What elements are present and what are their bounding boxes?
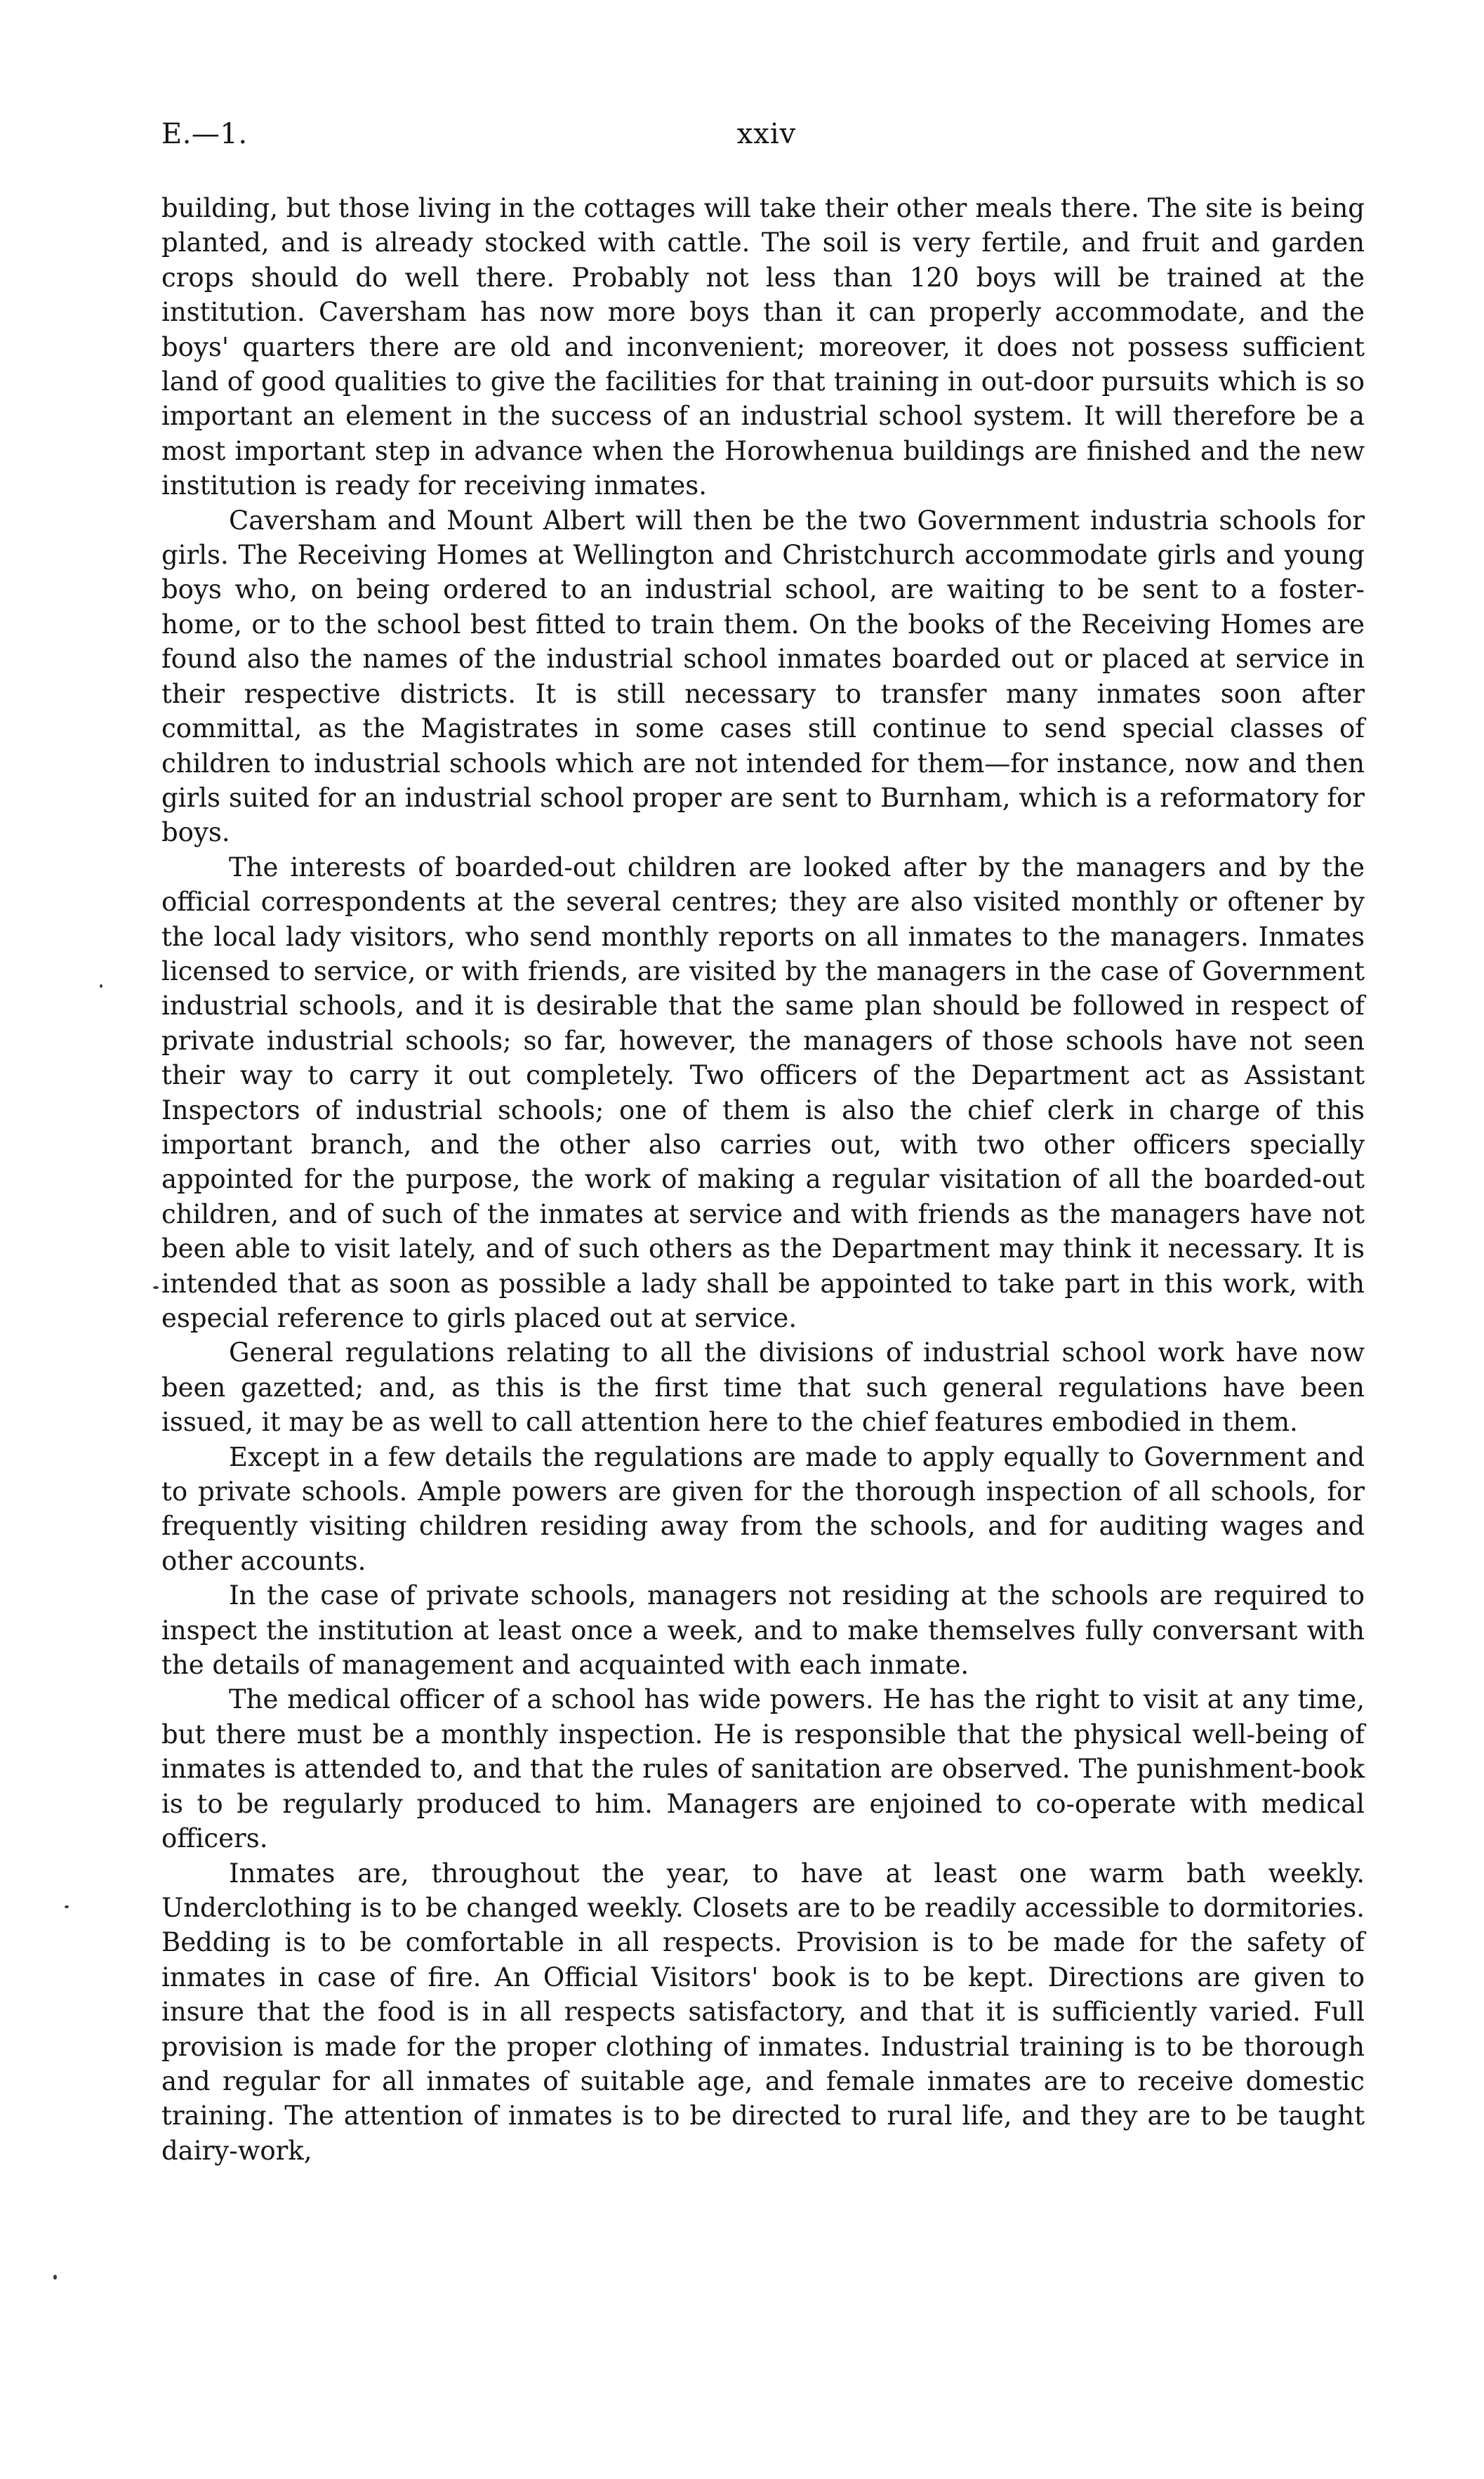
paragraph-inmate-care: Inmates are, throughout the year, to have at least one warm bath weekly. Underclothing is to be changed weekly. Closets are to be readily accessible to dormitories. Bedding is to be comfortable in all respects. Provision is to be made for the safety of inmates in case of fire. An Official Visitors' book is to be kept. Directions are given to insure that the food is in all respects satisfactory, and that it is sufficiently varied. Full provision is made for the proper clothing of inmates. Industrial training is to be thorough and regular for all inmates of suitable age, and female inmates are to receive domestic training. The attention of inmates is to be directed to rural life, and they are to be taught dairy-work, <box>161 1858 1365 2166</box>
paragraph-girls-schools: Caversham and Mount Albert will then be the two Government industria schools for girls. The Receiving Homes at Wellington and Christchurch accommodate girls and young boys who, on being ordered to an industrial school, are waiting to be sent to a foster-home, or to the school best fitted to train them. On the books of the Receiving Homes are found also the names of the industrial school inmates boarded out or placed at service in their respective districts. It is still necessary to transfer many inmates soon after committal, as the Magistrates in some cases still continue to send special classes of children to industrial schools which are not intended for them—for instance, now and then girls suited for an industrial school proper are sent to Burnham, which is a reformatory for boys. <box>161 505 1365 848</box>
page-number: xxiv <box>736 118 797 150</box>
document-reference: E.—1. <box>161 118 248 150</box>
paragraph-boarded-out-children: The interests of boarded-out children are looked after by the managers and by the official correspondents at the several centres; they are also visited monthly or oftener by the local lady visitors, who send monthly reports on all inmates to the managers. Inmates licensed to service, or with friends, are visited by the managers in the case of Government industrial schools, and it is desirable that the same plan should be followed in respect of private industrial schools; so far, however, the managers of those schools have not seen their way to carry it out completely. Two officers of the Department act as Assistant Inspectors of industrial schools; one of them is also the chief clerk in charge of this important branch, and the other also carries out, with two other officers specially appointed for the purpose, the work of making a regular visitation of all the boarded-out children, and of such of the inmates at service and with friends as the managers have not been able to visit lately, and of such others as the Department may think it necessary. It is intended that as soon as possible a lady shall be appointed to take part in this work, with especial reference to girls placed out at service. <box>161 852 1365 1333</box>
paragraph-government-and-private: Except in a few details the regulations are made to apply equally to Government and to private schools. Ample powers are given for the thorough inspection of all schools, for frequently visiting children residing away from the schools, and for auditing wages and other accounts. <box>161 1441 1365 1576</box>
scan-speck <box>100 984 102 988</box>
scan-speck <box>153 1286 159 1289</box>
page-header <box>161 118 1372 160</box>
scan-speck <box>53 2275 57 2280</box>
paragraph-horowhenua-continuation: building, but those living in the cottages will take their other meals there. The site is being planted, and is already stocked with cattle. The soil is very fertile, and fruit and garden crops should do well there. Probably not less than 120 boys will be trained at the institution. Caversham has now more boys than it can properly accommodate, and the boys' quarters there are old and inconvenient; moreover, it does not possess sufficient land of good qualities to give the facilities for that training in out-door pursuits which is so important an element in the success of an industrial school system. It will therefore be a most important step in advance when the Horowhenua buildings are finished and the new institution is ready for receiving inmates. <box>161 193 1365 501</box>
scan-speck <box>65 1905 69 1908</box>
paragraph-medical-officer: The medical officer of a school has wide powers. He has the right to visit at any time, but there must be a monthly inspection. He is responsible that the physical well-being of inmates is attended to, and that the rules of sanitation are observed. The punishment-book is to be regularly produced to him. Managers are enjoined to co-operate with medical officers. <box>161 1684 1365 1854</box>
body-text <box>161 191 1365 2168</box>
paragraph-general-regulations: General regulations relating to all the divisions of industrial school work have now been gazetted; and, as this is the first time that such general regulations have been issued, it may be as well to call attention here to the chief features embodied in them. <box>161 1337 1365 1438</box>
paragraph-private-schools: In the case of private schools, managers not residing at the schools are required to inspect the institution at least once a week, and to make themselves fully conversant with the details of management and acquainted with each inmate. <box>161 1580 1365 1681</box>
